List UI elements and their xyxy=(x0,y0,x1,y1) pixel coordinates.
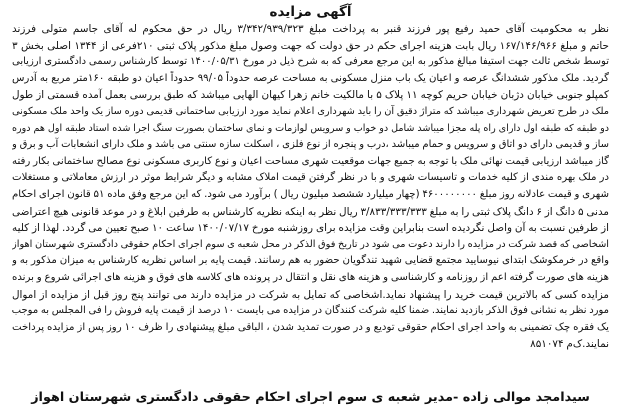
notice-line: کمپلو جنوبی خیابان دژبان خیابان حریم کوچه ۱۱ پلاک ۵ با مالکیت خانم زهرا کیهان الهایی میباشد که طبق بررسی بعمل آمده قسمتی از طول xyxy=(12,89,609,102)
notice-signature: سیدامجد موالی زاده -مدیر شعبه ی سوم اجرای احکام حقوقی دادگستری شهرستان اهواز xyxy=(31,390,590,405)
notice-line: دو طبقه که طبقه اول دارای راه پله مجزا میباشد شامل دو خواب و سرویس لوازمات و نمای ساختمان بصورت سنگ اجرا شده استاد طبقه اول هم دوره xyxy=(12,122,609,134)
notice-line: مزایده کسی که بالاترین قیمت خرید را پیشنهاد نماید.اشخاصی که تمایل به شرکت در مزایده دارند می توانند پنج روز قبل از مزایده از اموال xyxy=(12,288,609,301)
auction-notice xyxy=(8,3,613,407)
notice-line: ساز و قدیمی دارای دو اتاق و سرویس و حمام میباشد ،درب و پنجره از نوع فلزی ، اسکلت سازه سنتی می باشد و ملک دارای انشعابات آب و برق و xyxy=(12,139,609,151)
notice-line: اشخاصی که قصد شرکت در مزایده را دارند دعوت می شود در تاریخ فوق الذکر در محل شعبه ی سوم اجرای احکام حقوقی دادگستری شهرستان اهواز xyxy=(12,238,609,250)
notice-line: نمایند.ک‌م ۸۵۱۰۷۴ xyxy=(530,338,609,351)
notice-line: مدنی ۵ دانگ از ۶ دانگ پلاک ثبتی را به مبلغ ۳/۸۳۳/۳۳۳/۳۳۳ ریال نظر به اینکه نظریه کارشناس به طرفین ابلاغ و در موعد قانونی هیچ اعتراضی xyxy=(12,205,609,218)
notice-line: حاتم و مبلغ ۱۶۷/۱۴۶/۹۶۶ ریال بابت هزینه اجرای حکم در حق دولت که جهت وصول مبلغ مذکور پلاک ثبتی ۲۱۰فرعی از ۱۳۴۴ اصلی بخش ۳ xyxy=(12,39,609,52)
notice-title: آگهی مزایده xyxy=(269,4,352,20)
notice-line: شهری و قیمت عادلانه روز مبلغ ۴۶۰۰۰۰۰۰۰۰ (چهار میلیارد ششصد میلیون ریال ) برآورد می شود. که این مرجع وفق ماده ۵۱ قانون اجرای احکام xyxy=(12,188,609,200)
notice-line: واقع در خرمکوشک ابتدای نیوسایید مجتمع قضایی شهید تندگویان حضور به هم رسانند. قیمت پایه بر اساس نظریه کارشناس به میزان مذکور به و xyxy=(12,255,609,267)
notice-body xyxy=(8,21,613,353)
notice-line: مورد نظر به نشانی فوق الذکر بازدید نمایند. ضمنا کلیه شرکت کنندگان در مزایده می بایست ۱۰ درصد از قیمت پایه فروش را فی المجلس به موجب xyxy=(12,305,609,317)
notice-line: نظر به محکومیت آقای حمید رفیع پور فرزند قنبر به پرداخت مبلغ ۳/۳۴۲/۹۳۹/۳۲۳ ریال در حق محکوم له آقای جاسم متولی فرزند xyxy=(12,23,609,35)
notice-line: ملک در طرح تعریض شهرداری میباشد که متراژ دقیق آن را باید شهرداری اعلام نماید مورد ارزیابی ساختمانی قدیمی دوره ساز یک واحد ملک مسکونی xyxy=(12,105,609,117)
notice-line: گاز میباشد ارزیابی قیمت نهائی ملک با توجه به جمیع جهات موقعیت شهری مساحت اعیان و نوع کاربری مسکونی نوع مصالح ساختمانی بکار رفته xyxy=(12,155,609,167)
notice-line: یک فقره چک تضمینی به واحد اجرای احکام حقوقی تودیع و در صورت تمدید شدن ، الباقی مبلغ پیشنهادی را ظرف ۱۰ روز پس از مزایده پرداخت xyxy=(12,321,609,333)
notice-line: هزینه های صورت گرفته اعم از روزنامه و کارشناسی و هزینه های نقل و انتقال در پرونده های کلاسه های فوق و هزینه های اجرائی شروع و برنده xyxy=(12,271,609,283)
notice-line: گردید. ملک مذکور ششدانگ عرصه و اعیان یک باب منزل مسکونی به مساحت عرصه حدوداً ۹۹/۰۵ حدوداً اعیان دو طبقه ۱۶۰متر مربع به آدرس xyxy=(12,72,609,84)
notice-line: از طرفین نسبت به آن واصل نگردیده است بنابراین وقت مزایده برای روزشنبه مورخ ۱۴۰۰/۰۷/۱۷ ساعت ۱۰ صبح تعیین می گردد. لهذا از کلیه xyxy=(12,222,609,235)
notice-line: توسط شخص ثالث جهت استیفا مبالغ مذکور به این مرجع معرفی که به شرح ذیل در مورخ ۱۴۰۰/۰۵/۳۱ توسط کارشناس رسمی دادگستری ارزیابی xyxy=(12,56,609,68)
notice-line: در ملک بهره مندی از کلیه خدمات و تاسیسات شهری و با در نظر گرفتن قیمت املاک مشابه و دیگر شرایط موثر در ارزش معاملاتی و مستغلات xyxy=(12,172,609,184)
